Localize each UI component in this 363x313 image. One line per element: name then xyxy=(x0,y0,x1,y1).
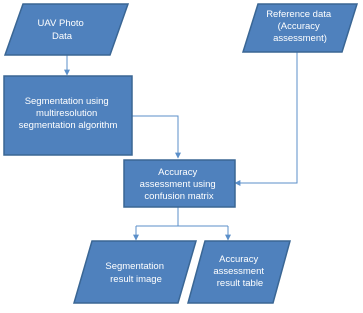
node-reference-data xyxy=(243,4,357,52)
node-label-line: Accuracy xyxy=(158,167,198,178)
parallelogram-shape xyxy=(5,4,128,55)
node-label-line: (Accuracy xyxy=(277,21,320,32)
node-segmentation xyxy=(4,76,132,155)
node-label-line: assessment xyxy=(213,266,265,277)
node-segmentation-result xyxy=(74,241,196,303)
node-label xyxy=(213,254,266,289)
node-label-line: result image xyxy=(110,274,162,285)
edge-reference-to-accuracy xyxy=(235,52,297,183)
node-label-line: Data xyxy=(51,31,73,42)
node-label-line: UAV Photo xyxy=(37,18,84,29)
node-label-line: result table xyxy=(216,278,264,289)
node-label-line: Segmentation xyxy=(105,261,164,272)
node-accuracy-result xyxy=(188,241,290,303)
node-label-line: confusion matrix xyxy=(144,191,214,202)
node-uav-photo-data xyxy=(5,4,128,55)
node-accuracy-assessment xyxy=(124,160,235,207)
node-label-line: Accuracy xyxy=(219,254,259,265)
node-label-line: Segmentation using xyxy=(24,96,109,107)
node-label-line: segmentation algorithm xyxy=(18,120,118,131)
node-label-line: assessment using xyxy=(139,179,216,190)
node-label-line: assessment) xyxy=(273,33,327,44)
parallelogram-shape xyxy=(74,241,196,303)
node-label-line: Reference data xyxy=(266,9,332,20)
node-label-line: multiresolution xyxy=(36,108,98,119)
edge-accuracy-to-results xyxy=(136,207,228,226)
edge-segmentation-to-accuracy xyxy=(132,116,178,158)
